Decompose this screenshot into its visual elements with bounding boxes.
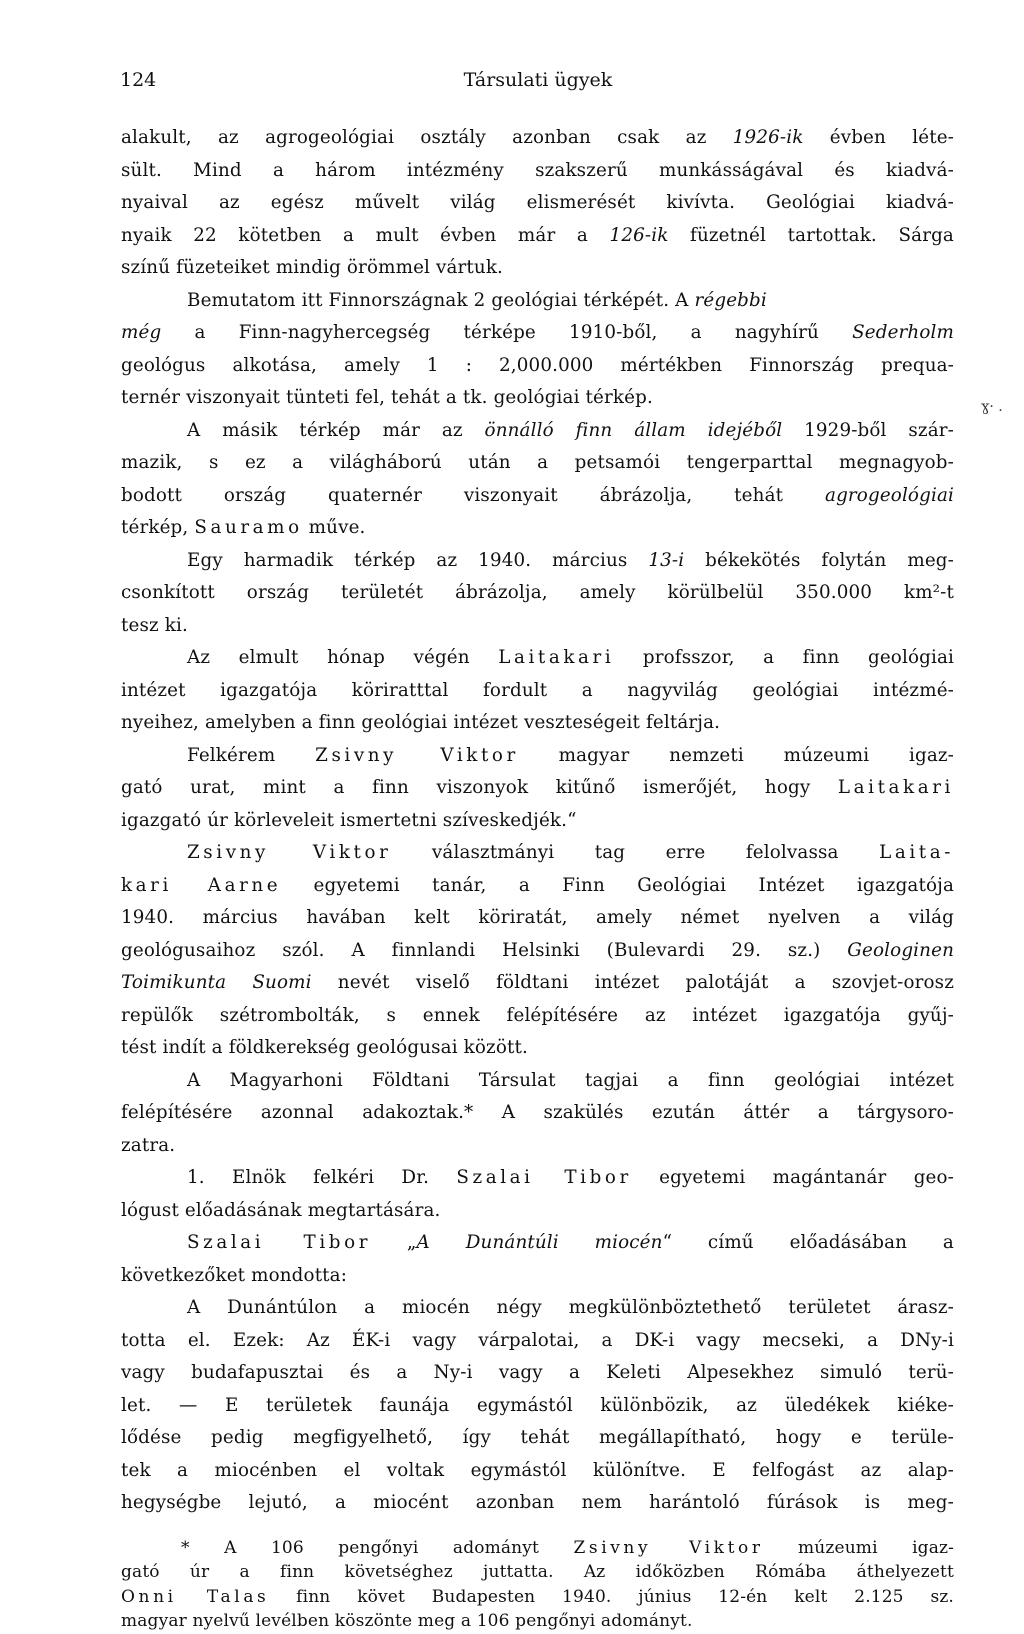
text-line (121, 967, 954, 1000)
text-run: egyetemi magántanár geo- (631, 1167, 954, 1188)
text-line (121, 220, 954, 253)
text-line (121, 577, 954, 610)
text-line (121, 805, 954, 838)
text-line (121, 1000, 954, 1033)
text-run: füzetnél tartottak. Sárga (668, 224, 954, 246)
text-run: tést indít a földkerekség geológusai között. (121, 1037, 528, 1058)
text-line (121, 707, 954, 740)
page-header (120, 64, 956, 96)
text-run: intézet igazgatója köriratttal fordult a nagyvilág geológiai intézmé- (121, 679, 954, 701)
text-run: Zsivny Viktor (573, 1537, 764, 1558)
text-run: A másik térkép már az (187, 419, 485, 441)
text-run: A Dunántúli miocén (416, 1232, 663, 1253)
margin-mark: ɣ· . (981, 399, 1003, 415)
footnote-line (121, 1560, 954, 1585)
text-run: Zsivny Viktor (315, 744, 519, 766)
text-run: kari Aarne (121, 874, 282, 896)
text-run: totta el. Ezek: Az ÉK-i vagy várpalotai, a DK-i vagy mecseki, a DNy-i (121, 1329, 954, 1351)
text-run: térkép, (121, 517, 195, 538)
text-run: önnálló finn állam idejéből (484, 419, 783, 441)
text-run: Laita- (879, 842, 954, 863)
text-run: profsszor, a finn geológiai (614, 647, 954, 668)
text-run: múzeumi igaz- (763, 1537, 954, 1558)
text-run: 1940. március havában kelt köriratát, amely német nyelven a világ (121, 907, 954, 928)
text-line (121, 350, 954, 383)
text-run: ternér viszonyait tünteti fel, tehát a tk. geológiai térkép. (121, 387, 653, 408)
text-run: 126-ik (609, 224, 669, 246)
text-line (121, 1325, 954, 1358)
text-line (121, 447, 954, 480)
text-run: alakult, az agrogeológiai osztály azonban csak az (121, 127, 733, 148)
text-run: agrogeológiai (825, 484, 954, 506)
text-run: évben léte- (803, 127, 954, 148)
text-line (121, 1195, 954, 1228)
text-line (121, 740, 954, 773)
text-run: geológus alkotása, amely 1 : 2,000.000 mértékben Finnország prequa- (121, 354, 954, 376)
text-line (121, 675, 954, 708)
text-run: A Magyarhoni Földtani Társulat tagjai a finn geológiai intézet (187, 1069, 954, 1091)
text-line (121, 610, 954, 643)
text-line (121, 1260, 954, 1293)
text-run: csonkított ország területét ábrázolja, amely körülbelül 350.000 km²-t (121, 582, 954, 603)
text-run: geológusaihoz szól. A finnlandi Helsinki (Bulevardi 29. sz.) (121, 939, 848, 961)
text-run: tek a miocénben el voltak egymástól különítve. E felfogást az alap- (121, 1459, 954, 1481)
text-line (121, 155, 954, 188)
text-run: békekötés folytán meg- (684, 549, 954, 571)
text-run: 1926-ik (732, 127, 804, 148)
text-run: egyetemi tanár, a Finn Geológiai Intézet igazgatója (281, 874, 954, 896)
text-run: műve. (302, 517, 366, 538)
main-text (121, 122, 954, 1520)
text-run: hegységbe lejutó, a miocént azonban nem harántoló fúrások is meg- (121, 1492, 954, 1513)
text-run: repülők szétrombolták, s ennek felépítésére az intézet igazgatója gyűj- (121, 1004, 954, 1026)
text-run: Zsivny Viktor (187, 842, 392, 863)
text-line (121, 122, 954, 155)
running-title: Társulati ügyek (463, 69, 613, 91)
text-run: 1. Elnök felkéri Dr. (187, 1167, 457, 1188)
text-run: „ (371, 1232, 417, 1253)
text-line (121, 512, 954, 545)
text-line (121, 935, 954, 968)
text-run: sült. Mind a három intézmény szakszerű munkásságával és kiadvá- (121, 159, 954, 181)
text-line (121, 252, 954, 285)
text-run: * A 106 pengőnyi adományt (181, 1537, 574, 1558)
text-run: Sederholm (852, 322, 954, 343)
text-line (121, 1162, 954, 1195)
text-line (121, 1422, 954, 1455)
text-line (121, 1032, 954, 1065)
text-run: Toimikunta Suomi (121, 972, 312, 993)
text-line (121, 772, 954, 805)
footnote (121, 1536, 954, 1634)
text-run: felépítésére azonnal adakoztak.* A szakülés ezután áttér a tárgysoro- (121, 1102, 954, 1123)
text-run: Laitakari (837, 777, 954, 798)
text-run: választmányi tag erre felolvassa (391, 842, 880, 863)
text-run: még (121, 322, 162, 343)
text-line (121, 1065, 954, 1098)
text-run: régebbi (694, 289, 767, 311)
text-run: magyar nyelvű levélben köszönte meg a 106 pengőnyi adományt. (121, 1611, 693, 1631)
text-line (121, 870, 954, 903)
text-run: bodott ország quaternér viszonyait ábrázolja, tehát (121, 484, 826, 506)
text-line (121, 545, 954, 578)
text-run: Sauramo (194, 517, 303, 538)
text-run: Az elmult hónap végén (187, 647, 499, 668)
text-run: tesz ki. (121, 614, 188, 636)
text-line (121, 902, 954, 935)
text-run: a Finn-nagyhercegség térképe 1910-ből, a nagyhírű (161, 322, 853, 343)
footnote-line (121, 1536, 954, 1561)
text-line (121, 415, 954, 448)
text-line (121, 1227, 954, 1260)
text-run: lógust előadásának megtartására. (121, 1199, 441, 1221)
text-run: let. — E területek faunája egymástól különbözik, az üledékek kiéke- (121, 1394, 954, 1416)
text-line (121, 285, 954, 318)
text-run: 13-i (648, 549, 685, 571)
text-run: következőket mondotta: (121, 1264, 348, 1286)
text-run: nevét viselő földtani intézet palotáját a szovjet-orosz (311, 972, 954, 993)
footnote-separator (121, 1520, 954, 1536)
footnote-line (121, 1585, 954, 1610)
text-line (121, 642, 954, 675)
text-run: igazgató úr körleveleit ismertetni szíveskedjék.“ (121, 809, 577, 831)
footnote-line (121, 1609, 954, 1634)
text-line (121, 317, 954, 350)
text-run: Egy harmadik térkép az 1940. március (187, 549, 649, 571)
text-line (121, 1455, 954, 1488)
body-text (121, 122, 954, 1634)
text-run: Szalai Tibor (187, 1232, 372, 1253)
text-run: 1929-ből szár- (782, 419, 954, 441)
text-line (121, 1130, 954, 1163)
text-line (121, 382, 954, 415)
text-run: színű füzeteiket mindig örömmel vártuk. (121, 257, 504, 278)
text-run: mazik, s ez a világháború után a petsamói tengerparttal megnagyob- (121, 452, 954, 473)
text-run: nyeihez, amelyben a finn geológiai intézet veszteségeit feltárja. (121, 712, 721, 733)
text-run: gató urat, mint a finn viszonyok kitűnő ismerőjét, hogy (121, 777, 838, 798)
text-run: Bemutatom itt Finnországnak 2 geológiai térképét. A (187, 289, 695, 311)
text-run: Onni Talas (121, 1586, 270, 1607)
text-line (121, 1390, 954, 1423)
text-line (121, 837, 954, 870)
text-run: magyar nemzeti múzeumi igaz- (518, 744, 954, 766)
text-run: A Dunántúlon a miocén négy megkülönböztethető területet árasz- (187, 1297, 954, 1318)
text-run: zatra. (121, 1134, 176, 1156)
text-run: vagy budafapusztai és a Ny-i vagy a Keleti Alpesekhez simuló terü- (121, 1362, 954, 1383)
text-run: nyaival az egész művelt világ elismerését kivívta. Geológiai kiadvá- (121, 192, 954, 213)
text-run: “ című előadásában a (662, 1232, 954, 1253)
text-run: Geologinen (847, 939, 954, 961)
text-line (121, 1292, 954, 1325)
text-run: lődése pedig megfigyelhető, így tehát megállapítható, hogy e terüle- (121, 1427, 954, 1448)
text-run: Felkérem (187, 744, 316, 766)
text-line (121, 1357, 954, 1390)
text-run: Laitakari (498, 647, 615, 668)
text-line (121, 187, 954, 220)
text-line (121, 1487, 954, 1520)
text-line (121, 480, 954, 513)
text-run: nyaik 22 kötetben a mult évben már a (121, 224, 610, 246)
text-run: gató úr a finn követséghez juttatta. Az időközben Rómába áthelyezett (121, 1562, 954, 1582)
page-number: 124 (120, 69, 157, 91)
text-line (121, 1097, 954, 1130)
text-run: Szalai Tibor (456, 1167, 632, 1188)
text-run: finn követ Budapesten 1940. június 12-én kelt 2.125 sz. (269, 1586, 954, 1607)
